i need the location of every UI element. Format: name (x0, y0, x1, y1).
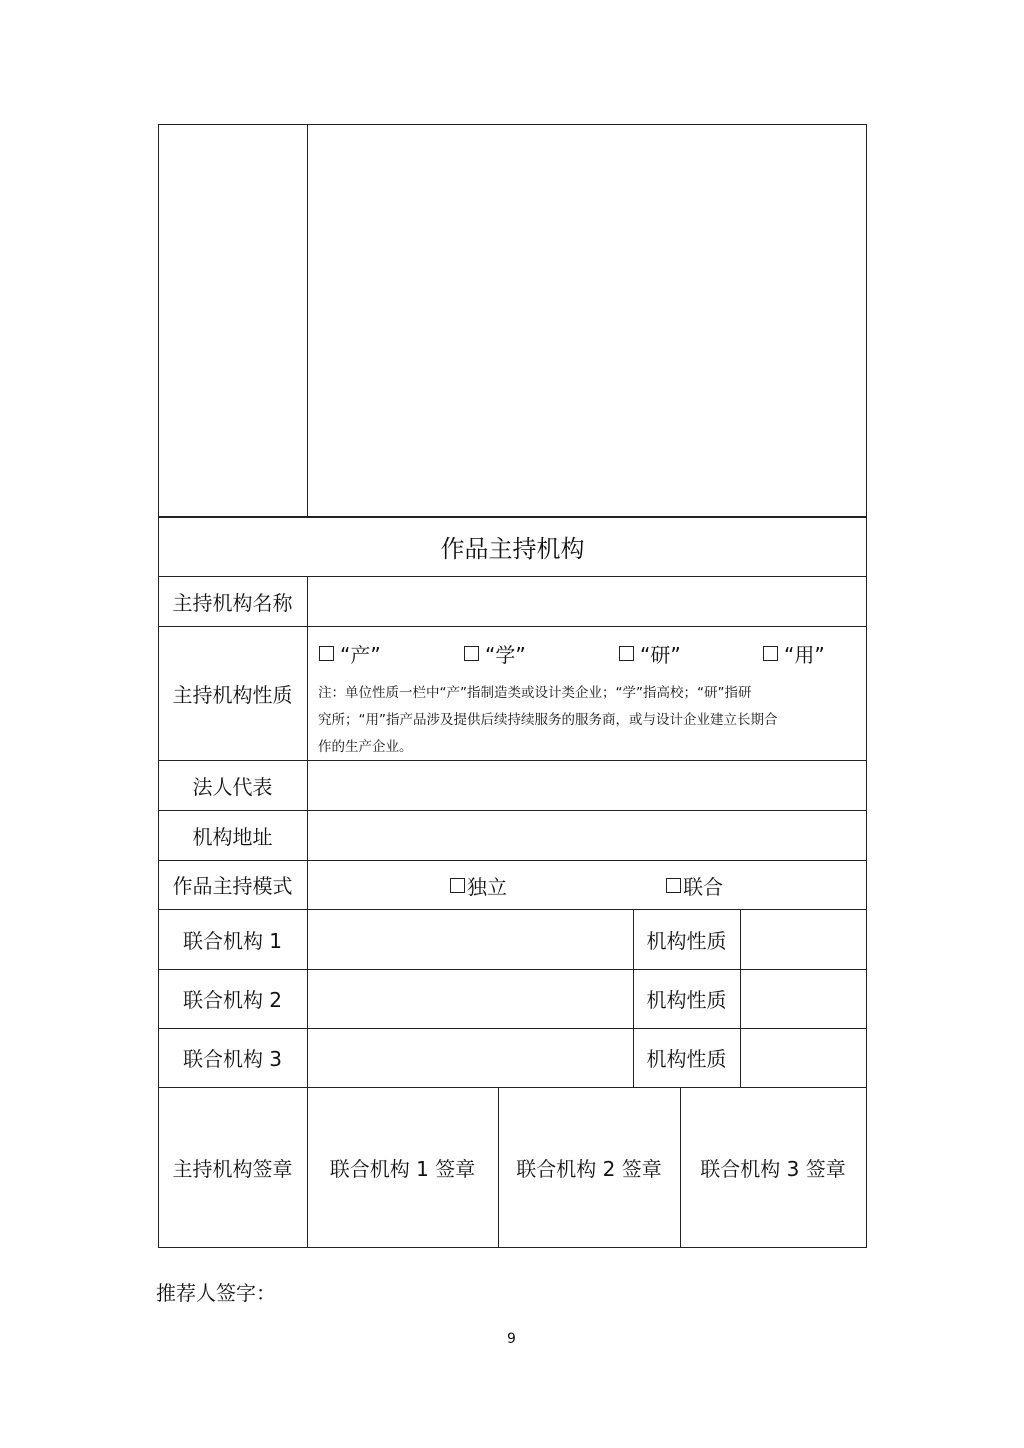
joint-org-2-nature-field[interactable] (740, 969, 866, 1028)
option-label: “研” (640, 642, 681, 667)
nature-option-yan[interactable] (619, 640, 681, 666)
option-label: “用” (784, 642, 825, 667)
section-title: 作品主持机构 (440, 534, 585, 563)
host-org-name-label: 主持机构名称 (172, 590, 293, 615)
checkbox-icon[interactable] (619, 646, 634, 661)
checkbox-icon[interactable] (763, 646, 778, 661)
host-org-name-field[interactable] (307, 576, 866, 626)
mode-option-independent[interactable] (450, 872, 507, 898)
recommender-signature-label: 推荐人签字： (156, 1281, 276, 1305)
nature-option-yong[interactable] (763, 640, 825, 666)
joint-org-3-label: 联合机构 3 (182, 1047, 283, 1071)
nature-option-xue[interactable] (464, 640, 526, 666)
note-line: 作的生产企业。 (318, 739, 413, 755)
option-label: “产” (340, 642, 381, 667)
option-label: “学” (485, 642, 526, 667)
checkbox-icon[interactable] (319, 646, 334, 661)
joint-org-1-signature-cell[interactable]: 联合机构 1 签章 (329, 1156, 476, 1181)
checkbox-icon[interactable] (450, 878, 465, 893)
joint-org-1-nature-label: 机构性质 (646, 928, 727, 953)
legal-rep-field[interactable] (307, 760, 866, 810)
note-line: 究所；“用”指产品涉及提供后续持续服务的服务商，或与设计企业建立长期合 (318, 712, 778, 728)
host-mode-label: 作品主持模式 (172, 874, 293, 898)
joint-org-2-field[interactable] (307, 969, 633, 1028)
page-number: 9 (507, 1331, 516, 1347)
nature-note (318, 680, 863, 761)
joint-org-3-signature-cell[interactable]: 联合机构 3 签章 (700, 1156, 846, 1181)
joint-org-3-nature-field[interactable] (740, 1028, 866, 1087)
address-label: 机构地址 (192, 824, 273, 849)
checkbox-icon[interactable] (666, 878, 681, 893)
note-line: 注：单位性质一栏中“产”指制造类或设计类企业；“学”指高校；“研”指研 (318, 685, 752, 701)
address-field[interactable] (307, 810, 866, 860)
nature-option-chan[interactable] (319, 640, 381, 666)
joint-org-2-signature-cell[interactable]: 联合机构 2 签章 (516, 1156, 662, 1181)
joint-org-2-label: 联合机构 2 (182, 988, 283, 1012)
joint-org-2-nature-label: 机构性质 (646, 988, 727, 1012)
joint-org-3-nature-label: 机构性质 (646, 1047, 727, 1071)
checkbox-icon[interactable] (464, 646, 479, 661)
mode-option-joint[interactable] (666, 872, 723, 898)
legal-rep-label: 法人代表 (192, 774, 273, 799)
host-org-signature-cell[interactable]: 主持机构签章 (172, 1156, 293, 1181)
joint-org-3-field[interactable] (307, 1028, 633, 1087)
option-label: 独立 (467, 874, 507, 899)
joint-org-1-nature-field[interactable] (740, 909, 866, 969)
joint-org-1-field[interactable] (307, 909, 633, 969)
joint-org-1-label: 联合机构 1 (182, 928, 283, 953)
host-org-nature-label: 主持机构性质 (172, 682, 293, 707)
option-label: 联合 (683, 874, 723, 899)
top-right-empty-cell[interactable] (307, 124, 866, 516)
top-left-empty-cell (158, 124, 307, 516)
